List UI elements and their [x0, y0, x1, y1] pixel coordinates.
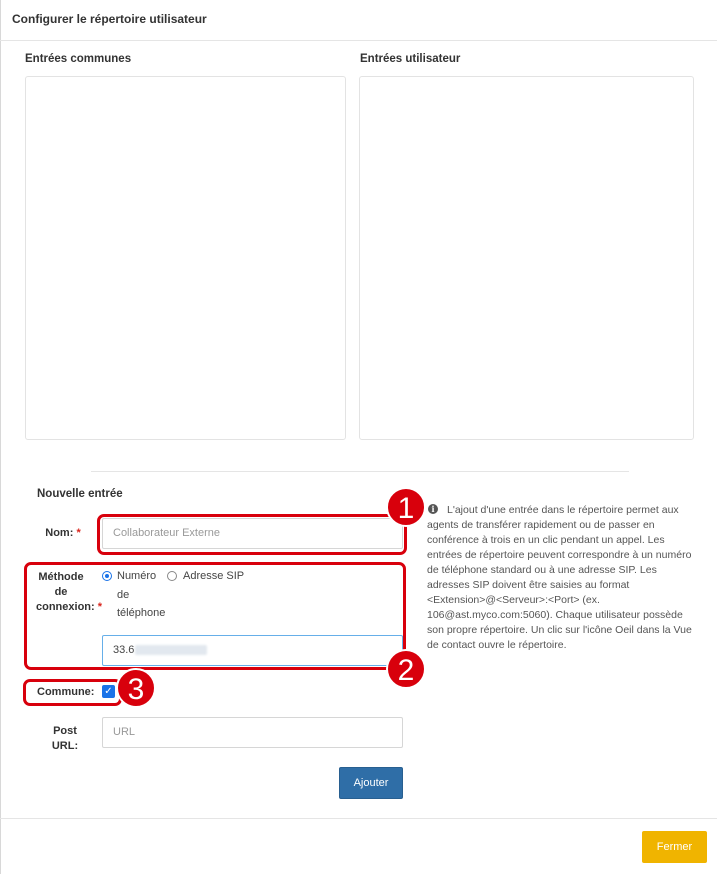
dialog-header	[0, 0, 717, 41]
callout-badge-1: 1	[386, 487, 426, 527]
window-edge	[0, 0, 1, 874]
callout-box-2	[24, 562, 406, 670]
name-label	[38, 526, 88, 541]
method-label-line2: de	[54, 586, 68, 598]
section-divider	[91, 471, 629, 472]
callout-box-1	[97, 514, 407, 555]
help-text: L'ajout d'une entrée dans le répertoire permet aux agents de transférer rapidement ou de passer en conférence à trois en un clic pendant un appel. Les entrées de répertoire peuvent correspondre à un numéro de téléphone standard ou à une adresse SIP. Les adresses SIP doivent être saisies au format <Extension>@<Serveur>:<Port> (ex. 106@ast.myco.com:5060). Chaque utilisateur possède son propre répertoire. Un clic sur l'icône Oeil dans la Vue de contact ouvre le répertoire.	[427, 504, 692, 651]
name-input-placeholder: Collaborateur Externe	[113, 527, 221, 539]
method-label-line1: Méthode	[38, 571, 84, 583]
callout-box-3	[23, 679, 122, 706]
info-circle-icon: i	[428, 504, 438, 514]
required-marker: *	[76, 527, 81, 539]
post-url-label	[40, 724, 90, 754]
common-entries-list[interactable]	[25, 76, 346, 440]
common-label: Commune:	[37, 686, 95, 698]
name-label-text: Nom:	[45, 527, 74, 539]
new-entry-title: Nouvelle entrée	[37, 488, 123, 500]
post-url-label-line1: Post	[53, 725, 77, 737]
common-entries-title: Entrées communes	[25, 53, 132, 65]
close-button[interactable]: Fermer	[642, 831, 707, 863]
callout-badge-3: 3	[116, 668, 156, 708]
callout-badge-2: 2	[386, 649, 426, 689]
method-label-line3: connexion:	[36, 601, 95, 613]
post-url-input[interactable]	[102, 717, 403, 748]
radio-phone-number-label-line3: téléphone	[117, 607, 166, 619]
radio-phone-number-label[interactable]: Numéro	[117, 570, 157, 582]
user-entries-list[interactable]	[359, 76, 694, 440]
phone-number-value: 33.6	[113, 644, 135, 656]
dialog-footer-divider	[0, 818, 717, 819]
radio-sip-address-label[interactable]: Adresse SIP	[183, 570, 245, 582]
required-marker: *	[97, 601, 103, 613]
user-entries-title: Entrées utilisateur	[360, 53, 461, 65]
dialog-title: Configurer le répertoire utilisateur	[12, 12, 207, 26]
post-url-label-line2: URL:	[51, 740, 79, 752]
post-url-placeholder: URL	[113, 726, 136, 738]
radio-phone-number-label-line2: de	[117, 589, 130, 601]
add-button[interactable]: Ajouter	[339, 767, 403, 799]
check-icon: ✓	[104, 686, 113, 697]
